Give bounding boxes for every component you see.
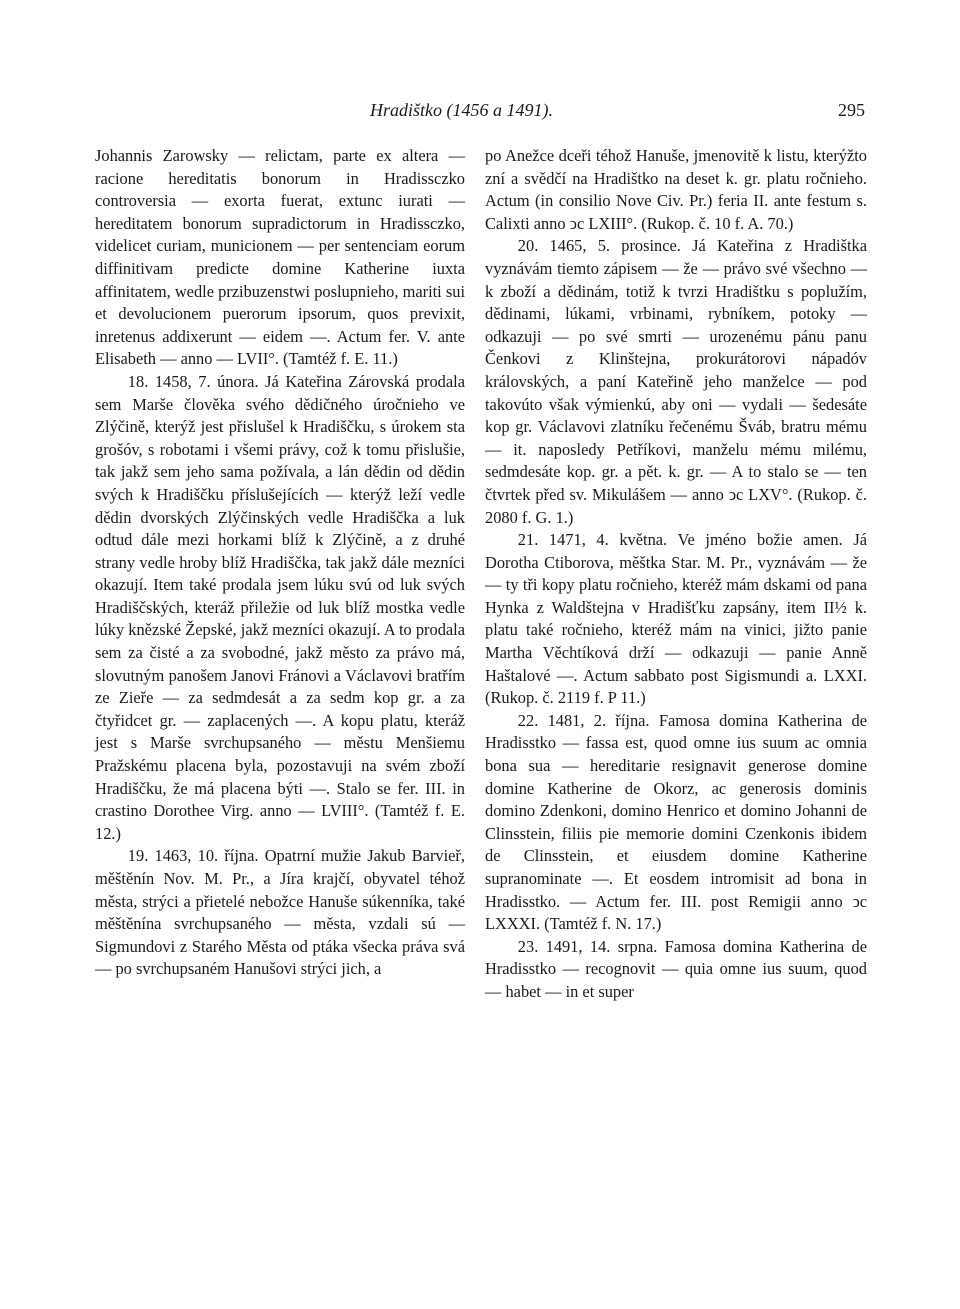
paragraph: Johannis Zarowsky — relictam, parte ex altera — racione hereditatis bonorum in Hradissczko controversia — exorta fuerat, extunc iurati — hereditatem bonorum supradictorum in Hradissczko, videlicet curiam, municionem — per sentenciam eorum diffinitivam predicte domine Katherine iuxta affinitatem, wedle przibuzenstwi poslupnieho, mariti sui et devolucionem puerorum ipsorum, quos previxit, inretenus addixerunt — eidem —. Actum fer. V. ante Elisabeth — anno — LVII°. (Tamtéž f. E. 11.) [95, 146, 465, 369]
paragraph: 18. 1458, 7. února. Já Kateřina Zárovská prodala sem Marše člověka svého dědičného úročnieho ve Zlýčině, kterýž jest přislušel k Hradiščku, s úrokem sta grošóv, s robotami i všemi právy, což k tomu přislušie, tak jakž sem jeho sama požívala, a lán dědin od dědin svých k Hradiščku příslušejících — kterýž leží vedle dědin dvorských Zlýčinských vedle Hradiščka a luk odtud dále mezi horkami blíž k Zlýčině, a z druhé strany vedle hroby blíž Hradiščka, tak jakž dále mezníci okazují. Item také prodala jsem lúku svú od luk svých Hradiščských, kteráž přiležie od luk blíž mostka vedle lúky knězské Žepské, jakž mezníci okazují. A to prodala sem za čisté a za svobodné, jakž město za právo má, slovutným panošem Janovi Fránovi a Václavovi bratřím ze Zieře — za sedmdesát a za sedm kop gr. a za čtyřidcet gr. — zaplacených —. A kopu platu, kteráž jest s Marše svrchupsaného — městu Menšiemu Pražskému placena byla, pozostavuji na svém zboží Hradiščku, že má placena býti —. Stalo se fer. III. in crastino Dorothee Virg. anno — LVIII°. (Tamtéž f. E. 12.) [95, 371, 465, 843]
right-column [485, 145, 867, 1004]
paragraph: 23. 1491, 14. srpna. Famosa domina Katherina de Hradisstko — recognovit — quia omne ius suum, quod — habet — in et super [485, 936, 867, 1001]
page-header [95, 100, 875, 130]
running-title: Hradištko (1456 a 1491). [370, 100, 553, 120]
page-number: 295 [838, 100, 865, 120]
paragraph: po Anežce dceři téhož Hanuše, jmenovitě k listu, kterýžto zní a svědčí na Hradištko na deset k. gr. platu ročnieho. Actum (in consilio Nove Civ. Pr.) feria II. ante festum s. Calixti anno ↄc LXIII°. (Rukop. č. 10 f. A. 70.) [485, 146, 867, 233]
paragraph: 20. 1465, 5. prosince. Já Kateřina z Hradištka vyznávám tiemto zápisem — že — právo své všechno — k zboží a dědinám, totiž k tvrzi Hradištku s poplužím, dědinami, lúkami, vrbinami, rybníkem, potoky — odkazuji — po své smrti — urozenému pánu panu Čenkovi z Klinštejna, prokurátorovi nápadóv královských, a paní Kateřině jeho manželce — pod takovúto však výmienkú, aby oni — vydali — šedesáte kop gr. Václavovi zlatníku řečenému Šváb, bratru mému — it. naposledy Petříkovi, manželu mému milému, sedmdesáte kop. gr. a pět. k. gr. — A to stalo se — ten čtvrtek před sv. Mikulášem — anno ↄc LXV°. (Rukop. č. 2080 f. G. 1.) [485, 236, 867, 527]
left-column [95, 145, 465, 981]
paragraph: 22. 1481, 2. října. Famosa domina Katherina de Hradisstko — fassa est, quod omne ius suum ac omnia bona sua — hereditarie resignavit generose domine domine Katherine de Okorz, ac generosis dominis domino Zdenkoni, domino Henrico et domino Johanni de Clinsstein, filiis pie memorie domini Czenkonis ibidem de Clinsstein, et eiusdem domine Katherine supranominate —. Et eosdem intromisit ad bona in Hradisstko. — Actum fer. III. post Remigii anno ↄc LXXXI. (Tamtéž f. N. 17.) [485, 710, 867, 934]
paragraph: 21. 1471, 4. května. Ve jméno božie amen. Já Dorotha Ctiborova, měštka Star. M. Pr., vyznávám — že — ty tři kopy platu ročnieho, kteréž mám dskami od pana Hynka z Waldštejna v Hradišťku zapsány, item II½ k. platu také ročnieho, kteréž mám na vinici, jižto panie Martha Věchtíková drží — odkazuji — panie Anně Haštalové —. Actum sabbato post Sigismundi a. LXXI. (Rukop. č. 2119 f. P 11.) [485, 530, 867, 708]
paragraph: 19. 1463, 10. října. Opatrní mužie Jakub Barvieř, měštěnín Nov. M. Pr., a Jíra krajčí, obyvatel téhož města, strýci a přietelé nebožce Hanuše súkenníka, také měštěnína svrchupsaného — města, vzdali sú — Sigmundovi z Starého Města od ptáka všecka práva svá — po svrchupsaném Hanušovi strýci jich, a [95, 846, 465, 979]
